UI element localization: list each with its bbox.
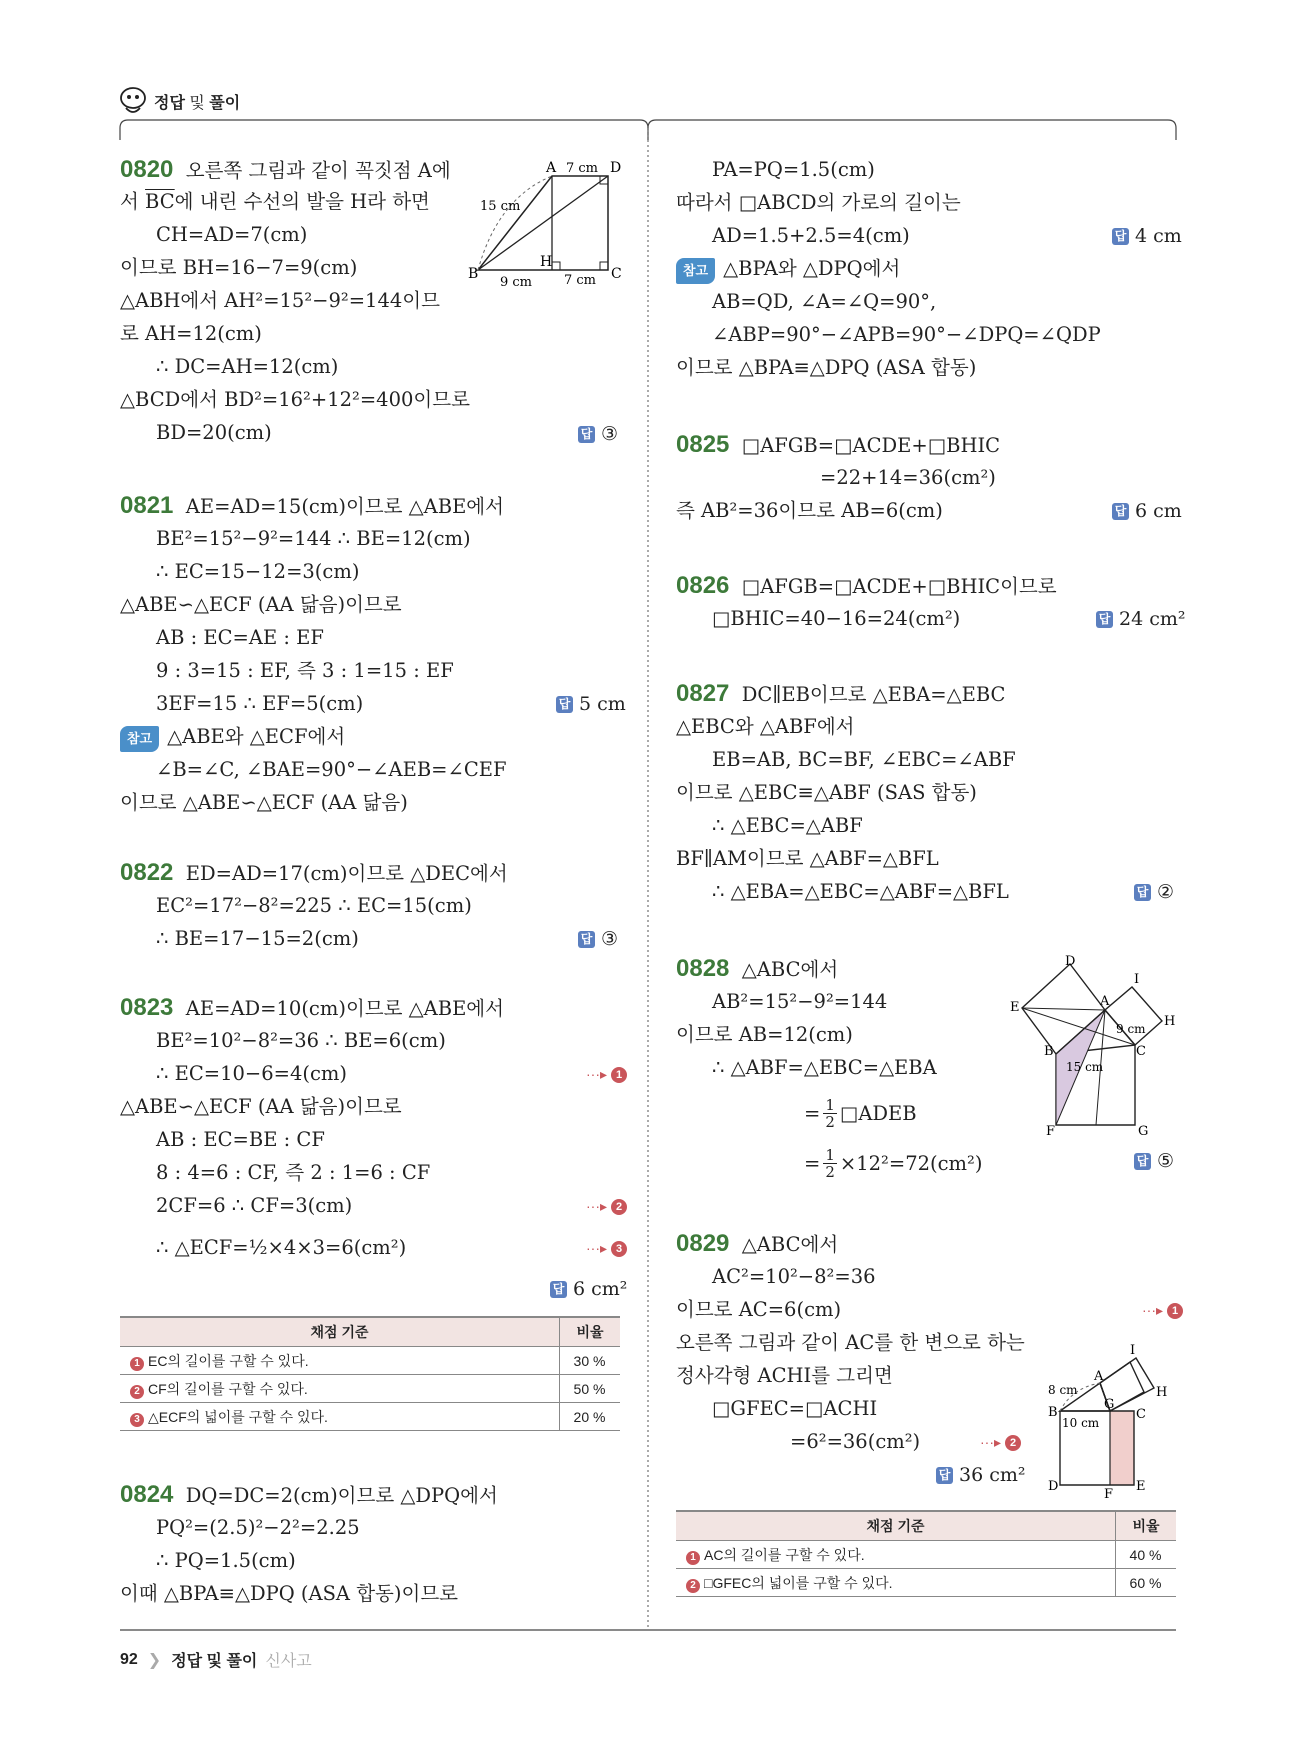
label-bc-length: 10 cm — [1062, 1416, 1100, 1430]
label-i: I — [1130, 1343, 1136, 1358]
answer-badge-icon: 답 — [556, 696, 573, 713]
label-c: C — [611, 266, 622, 282]
label-f: F — [1046, 1124, 1056, 1139]
footer-brand: 신사고 — [265, 1653, 312, 1670]
label-g: G — [1138, 1124, 1149, 1139]
reference-tag: 참고 — [120, 726, 159, 752]
answer-0821: 답 5 cm — [556, 693, 626, 715]
answer-0825: 답 6 cm — [1112, 500, 1182, 522]
label-bh-length: 9 cm — [500, 275, 533, 290]
label-h: H — [1164, 1014, 1176, 1029]
chevron-right-icon: ❯ — [147, 1651, 162, 1669]
answer-0827: 답 ② — [1134, 881, 1174, 903]
figure-0829-squares — [1044, 1330, 1184, 1502]
answer-0824: 답 4 cm — [1112, 225, 1182, 247]
label-d: D — [1065, 954, 1076, 969]
page-footer — [120, 1648, 312, 1671]
answer-badge-icon: 답 — [578, 931, 595, 948]
label-ac-length: 9 cm — [1116, 1022, 1146, 1036]
step-marker-2: ···▸ 2 — [586, 1198, 627, 1215]
label-bc-length: 15 cm — [1066, 1060, 1104, 1074]
label-b: B — [468, 266, 479, 282]
answer-0823: 답 6 cm² — [550, 1278, 627, 1300]
answer-badge-icon: 답 — [578, 426, 595, 443]
label-d: D — [610, 160, 622, 176]
label-h: H — [1156, 1385, 1168, 1400]
label-b: B — [1048, 1405, 1058, 1420]
answer-badge-icon: 답 — [1112, 228, 1129, 245]
label-b: B — [1044, 1044, 1054, 1059]
answer-badge-icon: 답 — [1134, 1153, 1151, 1170]
scoring-table-0829: 채점 기준 비율 1 AC의 길이를 구할 수 있다. 40 % 2 □GFEC의 넓이를 구할 수 있다. 60 % — [676, 1510, 1176, 1597]
step-marker-2: ···▸ 2 — [980, 1434, 1021, 1451]
figure-0820-trapezoid — [468, 158, 628, 288]
label-ab-length: 8 cm — [1048, 1383, 1078, 1397]
label-a: A — [546, 160, 557, 176]
answer-0820: 답 ③ — [578, 423, 618, 445]
reference-tag: 참고 — [676, 258, 715, 284]
answer-badge-icon: 답 — [550, 1281, 567, 1298]
label-h: H — [540, 254, 553, 270]
step-marker-1: ···▸ 1 — [586, 1066, 627, 1083]
label-f: F — [1104, 1487, 1114, 1502]
label-c: C — [1136, 1044, 1146, 1059]
step-marker-3: ···▸ 3 — [586, 1240, 627, 1257]
label-hc-length: 7 cm — [564, 273, 597, 288]
table-row: 2 □GFEC의 넓이를 구할 수 있다. 60 % — [676, 1569, 1176, 1597]
label-i: I — [1134, 972, 1140, 987]
answer-0829: 답 36 cm² — [936, 1464, 1026, 1486]
scoring-table-0823: 채점 기준 비율 1 EC의 길이를 구할 수 있다. 30 % 2 CF의 길이를 구할 수 있다. 50 % 3 △ECF의 넓이를 구할 수 있다. 20 % — [120, 1316, 620, 1431]
answer-badge-icon: 답 — [1134, 884, 1151, 901]
footer-label: 정답 및 풀이 — [171, 1653, 258, 1670]
label-c: C — [1136, 1407, 1146, 1422]
table-row: 1 AC의 길이를 구할 수 있다. 40 % — [676, 1541, 1176, 1569]
label-a: A — [1100, 994, 1110, 1009]
problem-number: 0820 — [120, 156, 174, 183]
step-marker-1: ···▸ 1 — [1142, 1302, 1183, 1319]
table-row: 1 EC의 길이를 구할 수 있다. 30 % — [120, 1347, 620, 1375]
label-a: A — [1094, 1369, 1104, 1384]
answer-0826: 답 24 cm² — [1096, 608, 1186, 630]
label-e: E — [1010, 1000, 1020, 1015]
answer-badge-icon: 답 — [936, 1467, 953, 1484]
header-title: 정답 및 풀이 — [154, 94, 241, 112]
answer-badge-icon: 답 — [1096, 611, 1113, 628]
label-d: D — [1048, 1479, 1059, 1494]
table-row: 3 △ECF의 넓이를 구할 수 있다. 20 % — [120, 1403, 620, 1431]
answer-0822: 답 ③ — [578, 928, 618, 950]
figure-0828-pythagoras — [1010, 954, 1180, 1139]
page-number: 92 — [120, 1650, 138, 1668]
label-top-length: 7 cm — [566, 161, 599, 176]
label-g: G — [1104, 1397, 1115, 1412]
table-row: 2 CF의 길이를 구할 수 있다. 50 % — [120, 1375, 620, 1403]
label-left-length: 15 cm — [480, 199, 521, 214]
label-e: E — [1136, 1479, 1146, 1494]
answer-0828: 답 ⑤ — [1134, 1150, 1174, 1172]
answer-badge-icon: 답 — [1112, 503, 1129, 520]
